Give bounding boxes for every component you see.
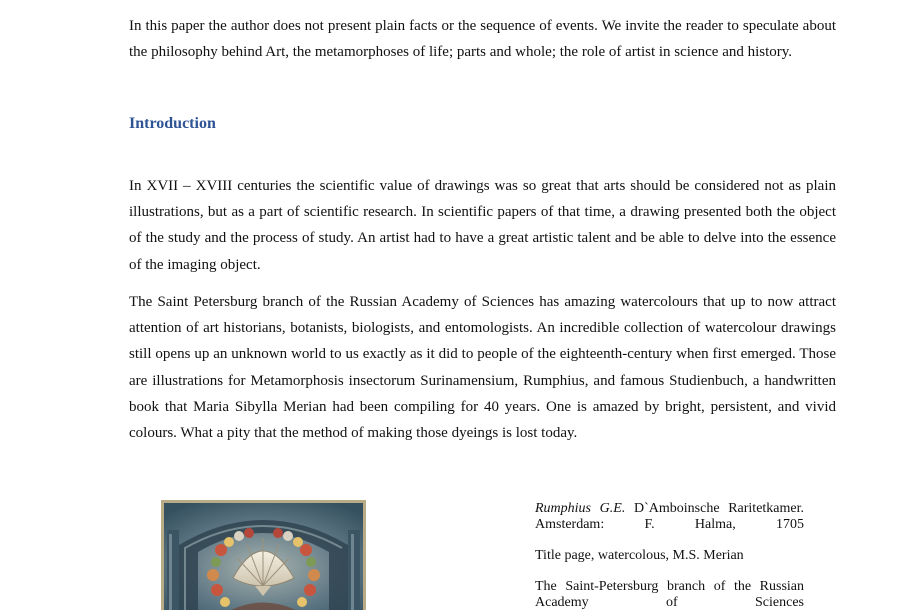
figure-caption-reference bbox=[535, 501, 804, 532]
section-heading: Introduction bbox=[129, 115, 216, 132]
figure-caption-source: The Saint-Petersburg branch of the Russian Academy of Sciences bbox=[535, 579, 804, 610]
caption-author: Rumphius G.E. bbox=[535, 501, 626, 516]
figure-caption-description: Title page, watercolous, M.S. Merian bbox=[535, 548, 744, 563]
caption-title: D`Amboinsche Raritetkamer. bbox=[634, 501, 805, 516]
abstract-paragraph: In this paper the author does not present plain facts or the sequence of events. We invite the reader to speculate about the philosophy behind Art, the metamorphoses of life; parts and whole; the role of artist in science and history. bbox=[129, 18, 836, 61]
watercolour-title-page-image bbox=[161, 500, 366, 610]
body-paragraph-1: In XVII – XVIII centuries the scientific value of drawings was so great that arts should be considered not as plain illustrations, but as a part of scientific research. In scientific papers of that time, a drawing presented both the object of the study and the process of study. An artist had to have a great artistic talent and be able to delve into the essence of the imaging object. bbox=[129, 178, 836, 273]
caption-publisher: Amsterdam: F. Halma, 1705 bbox=[535, 516, 804, 532]
body-paragraph-2: The Saint Petersburg branch of the Russian Academy of Sciences has amazing watercolours that up to now attract attention of art historians, botanists, biologists, and entomologists. An incredible collection of watercolour drawings still opens up an unknown world to us exactly as it did to people of the eighteenth-century when first emerged. Those are illustrations for Metamorphosis insectorum Surinamensium, Rumphius, and famous Studienbuch, a handwritten book that Maria Sibylla Merian had been compiling for 40 years. One is amazed by bright, persistent, and vivid colours. What a pity that the method of making those dyeings is lost today. bbox=[129, 294, 836, 442]
title-page-illustration bbox=[161, 500, 366, 610]
